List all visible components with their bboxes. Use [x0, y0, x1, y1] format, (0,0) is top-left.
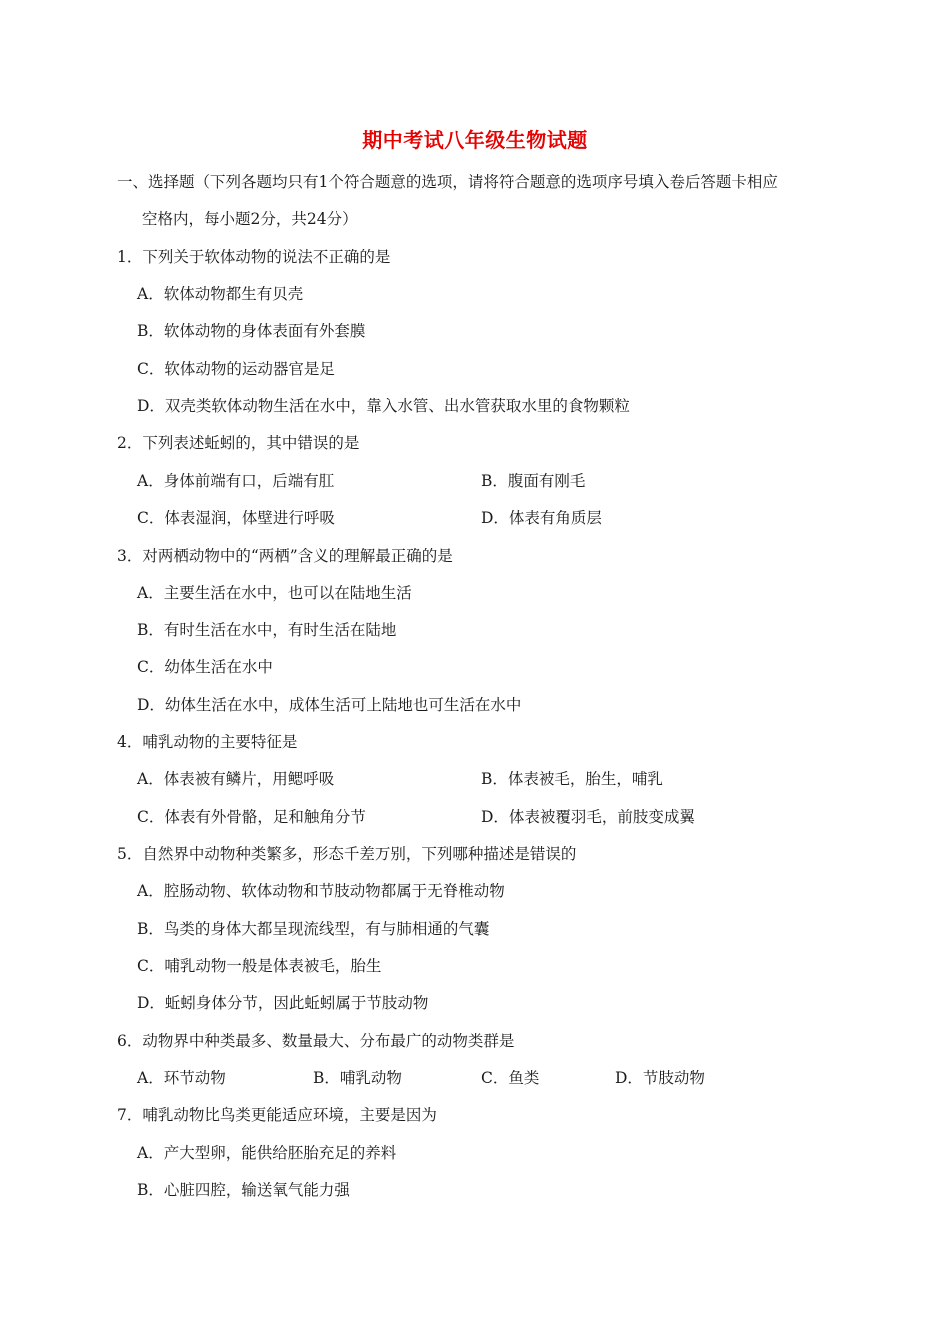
question-4-stem: 4．哺乳动物的主要特征是: [117, 733, 298, 751]
question-4-option-b: B．体表被毛，胎生，哺乳: [481, 770, 663, 788]
question-7-option-a: A．产大型卵，能供给胚胎充足的养料: [137, 1144, 397, 1162]
question-5-option-b: B．鸟类的身体大都呈现流线型，有与肺相通的气囊: [137, 920, 490, 938]
document-title: 期中考试八年级生物试题: [362, 128, 588, 152]
question-3-option-b: B．有时生活在水中，有时生活在陆地: [137, 621, 397, 639]
question-1-option-a: A．软体动物都生有贝壳: [137, 285, 304, 303]
question-4-option-a: A．体表被有鳞片，用鳃呼吸: [137, 770, 335, 788]
question-2-option-a: A．身体前端有口，后端有肛: [137, 472, 335, 490]
question-2-option-c: C．体表湿润，体壁进行呼吸: [137, 509, 335, 527]
question-5-option-a: A．腔肠动物、软体动物和节肢动物都属于无脊椎动物: [137, 882, 505, 900]
question-1-stem: 1．下列关于软体动物的说法不正确的是: [117, 248, 391, 266]
question-4-option-c: C．体表有外骨骼，足和触角分节: [137, 808, 366, 826]
question-6-option-a: A．环节动物: [137, 1069, 226, 1087]
question-5-option-d: D．蚯蚓身体分节，因此蚯蚓属于节肢动物: [137, 994, 429, 1012]
question-1-option-c: C．软体动物的运动器官是足: [137, 360, 335, 378]
question-3-stem: 3．对两栖动物中的“两栖”含义的理解最正确的是: [117, 547, 453, 565]
question-5-stem: 5．自然界中动物种类繁多，形态千差万别，下列哪种描述是错误的: [117, 845, 577, 863]
question-7-option-b: B．心脏四腔，输送氧气能力强: [137, 1181, 350, 1199]
question-6-stem: 6．动物界中种类最多、数量最大、分布最广的动物类群是: [117, 1032, 515, 1050]
section-heading-line2: 空格内，每小题2分，共24分）: [142, 210, 358, 228]
question-3-option-c: C．幼体生活在水中: [137, 658, 273, 676]
question-2-option-d: D．体表有角质层: [481, 509, 602, 527]
question-2-stem: 2．下列表述蚯蚓的，其中错误的是: [117, 434, 360, 452]
question-6-option-d: D．节肢动物: [615, 1069, 705, 1087]
question-1-option-b: B．软体动物的身体表面有外套膜: [137, 322, 366, 340]
question-1-option-d: D．双壳类软体动物生活在水中，靠入水管、出水管获取水里的食物颗粒: [137, 397, 630, 415]
question-4-option-d: D．体表被覆羽毛，前肢变成翼: [481, 808, 695, 826]
question-7-stem: 7．哺乳动物比鸟类更能适应环境，主要是因为: [117, 1106, 437, 1124]
section-heading-line1: 一、选择题（下列各题均只有1个符合题意的选项，请将符合题意的选项序号填入卷后答题卡相应: [117, 173, 778, 191]
question-6-option-b: B．哺乳动物: [313, 1069, 402, 1087]
question-3-option-d: D．幼体生活在水中，成体生活可上陆地也可生活在水中: [137, 696, 522, 714]
question-3-option-a: A．主要生活在水中，也可以在陆地生活: [137, 584, 412, 602]
question-6-option-c: C．鱼类: [481, 1069, 540, 1087]
question-2-option-b: B．腹面有刚毛: [481, 472, 586, 490]
question-5-option-c: C．哺乳动物一般是体表被毛，胎生: [137, 957, 382, 975]
